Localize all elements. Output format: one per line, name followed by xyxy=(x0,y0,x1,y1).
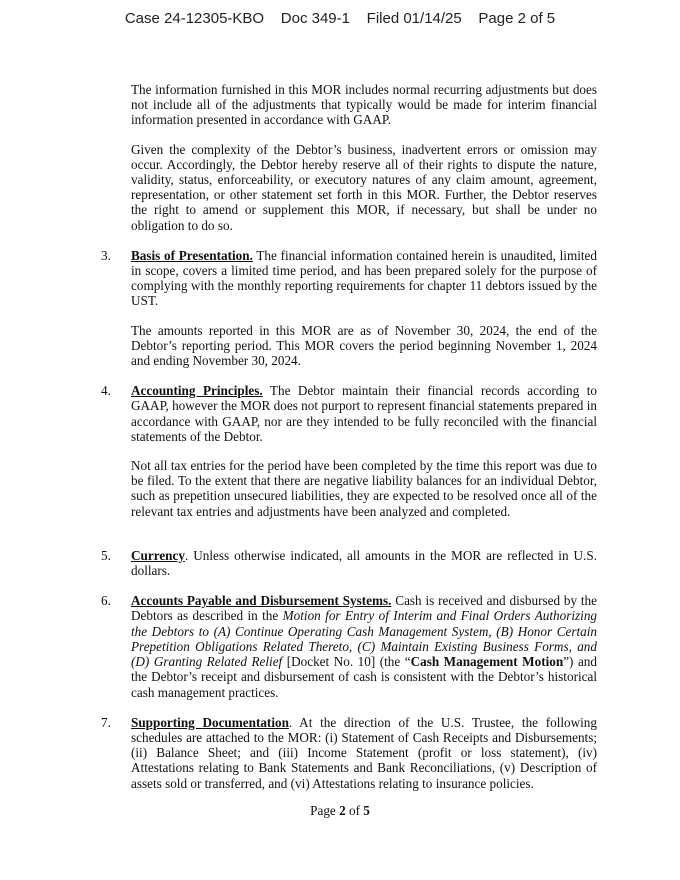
section-number: 6. xyxy=(101,593,111,609)
footer-of-label: of xyxy=(345,803,364,818)
section-heading: Accounts Payable and Disbursement Systems. xyxy=(131,593,392,609)
section-7-supporting-documentation xyxy=(101,714,597,791)
section-paragraph xyxy=(131,548,597,578)
section-heading: Currency xyxy=(131,547,185,563)
section-paragraph xyxy=(131,593,597,699)
footer-total-pages: 5 xyxy=(363,803,370,818)
section-4-accounting-principles xyxy=(101,383,597,444)
section-paragraph xyxy=(131,383,597,444)
section-text: Cash is received and disbursed by the Debtors as described in the xyxy=(131,593,598,624)
section-3-basis-of-presentation xyxy=(101,247,597,309)
section-text: . At the direction of the U.S. Trustee, the following schedules are attached to the MOR: (i) Statement of Cash Receipts and Disbursements; (ii) Balance Sheet; and (iii) Income Statement (profit or loss statement), (iv) Attestations relating to Bank Statements and Bank Reconciliations, (v) Description of assets sold or transferred, and (vi) Attestations relating to insurance policies. xyxy=(131,714,597,791)
section-text: ”) and the Debtor’s receipt and disbursement of cash is consistent with the Debtor’s historical cash management practices. xyxy=(131,654,597,700)
section-5-currency xyxy=(101,547,597,579)
section-text: The Debtor maintain their financial records according to GAAP, however the MOR does not purport to represent financial statements prepared in accordance with GAAP, nor are they intended to be fully reconciled with the financial statements of the Debtor. xyxy=(131,383,597,444)
motion-title: Motion for Entry of Interim and Final Orders Authorizing the Debtors to (A) Continue Operating Cash Management System, (B) Honor Certain Prepetition Obligations Related Thereto, (C) Maintain Existing Business Forms, and (D) Granting Related Relief xyxy=(131,608,598,670)
reporting-period-paragraph: The amounts reported in this MOR are as of November 30, 2024, the end of the Debtor’s reporting period. This MOR covers the period beginning November 1, 2024 and ending November 30, 2024. xyxy=(131,322,597,369)
section-text: . Unless otherwise indicated, all amounts in the MOR are reflected in U.S. dollars. xyxy=(131,547,597,579)
section-number: 3. xyxy=(101,247,111,263)
header-page-number: Page 2 of 5 xyxy=(478,10,556,27)
document-body xyxy=(101,82,598,791)
section-text: The financial information contained herein is unaudited, limited in scope, covers a limited time period, and has been prepared solely for the purpose of complying with the monthly reporting requirements for chapter 11 debtors issued by the UST. xyxy=(131,247,597,309)
section-heading: Basis of Presentation. xyxy=(131,247,253,263)
section-6-accounts-payable xyxy=(101,593,598,700)
section-heading: Accounting Principles. xyxy=(131,383,263,399)
tax-entries-paragraph: Not all tax entries for the period have been completed by the time this report was due to be filed. To the extent that there are negative liability balances for an individual Debtor, such as prepetition unsecured liabilities, they are expected to be resolved once all of the relevant tax entries and adjustments have been analyzed and completed. xyxy=(131,458,597,519)
section-text: [Docket No. 10] (the “ xyxy=(282,654,411,670)
case-number: Case 24-12305-KBO xyxy=(124,10,265,27)
gaap-adjustments-paragraph: The information furnished in this MOR includes normal recurring adjustments but does not include all of the adjustments that typically would be made for interim financial information presented in accordance with GAAP. xyxy=(131,82,597,128)
court-filing-header xyxy=(0,10,680,27)
section-number: 7. xyxy=(101,714,111,730)
section-number: 5. xyxy=(101,547,111,563)
filed-date: Filed 01/14/25 xyxy=(366,10,462,27)
defined-term: Cash Management Motion xyxy=(410,654,564,670)
section-heading: Supporting Documentation xyxy=(131,714,289,730)
section-paragraph xyxy=(131,248,597,309)
reservation-of-rights-paragraph: Given the complexity of the Debtor’s business, inadvertent errors or omission may occur. Accordingly, the Debtor hereby reserve all of their rights to dispute the nature, validity, status, enforceability, or executory natures of any claim amount, agreement, representation, or other statement set forth in this MOR. Further, the Debtor reserves the right to amend or supplement this MOR, if necessary, but shall be under no obligation to do so. xyxy=(131,141,597,233)
page-footer xyxy=(0,803,680,819)
footer-page-label: Page xyxy=(310,803,340,818)
section-number: 4. xyxy=(101,383,111,399)
footer-current-page: 2 xyxy=(339,803,346,818)
doc-number: Doc 349-1 xyxy=(280,10,350,27)
section-paragraph xyxy=(131,715,597,791)
